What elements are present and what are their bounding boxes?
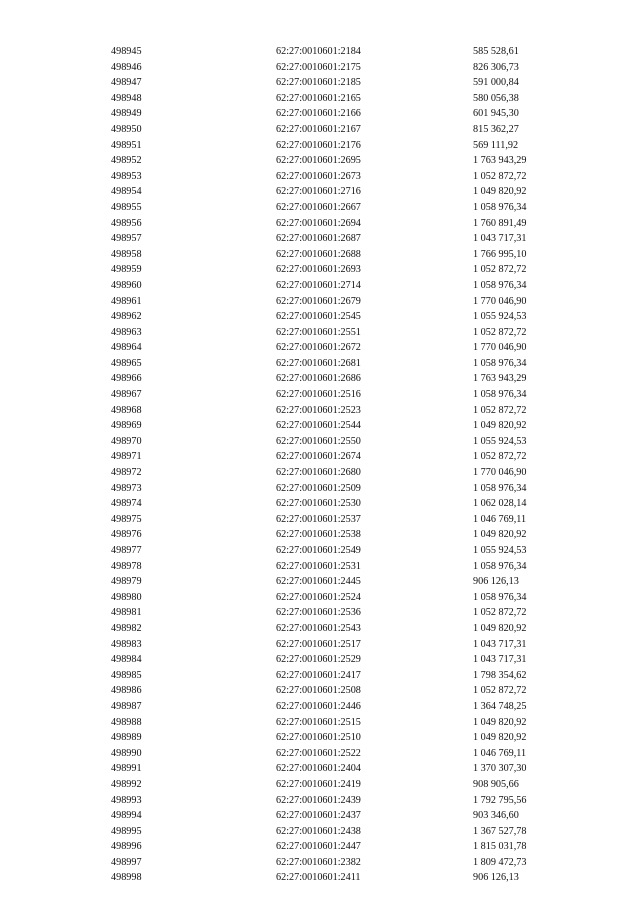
cadastral-value-cell: 908 905,66	[473, 778, 519, 790]
row-number-cell: 498988	[111, 716, 142, 728]
table-row	[111, 153, 563, 169]
table-row	[111, 294, 563, 310]
table-row	[111, 465, 563, 481]
row-number-cell: 498983	[111, 638, 142, 650]
cadastral-value-cell: 1 052 872,72	[473, 404, 527, 416]
row-number-cell: 498950	[111, 123, 142, 135]
cadastral-number-cell: 62:27:0010601:2165	[276, 92, 361, 104]
cadastral-value-cell: 906 126,13	[473, 872, 519, 884]
table-row	[111, 60, 563, 76]
table-row	[111, 870, 563, 886]
table-row	[111, 309, 563, 325]
cadastral-number-cell: 62:27:0010601:2716	[276, 186, 361, 198]
cadastral-number-cell: 62:27:0010601:2446	[276, 700, 361, 712]
row-number-cell: 498978	[111, 560, 142, 572]
cadastral-number-cell: 62:27:0010601:2694	[276, 217, 361, 229]
row-number-cell: 498998	[111, 872, 142, 884]
cadastral-number-cell: 62:27:0010601:2510	[276, 732, 361, 744]
row-number-cell: 498982	[111, 622, 142, 634]
cadastral-value-cell: 1 058 976,34	[473, 201, 527, 213]
table-row	[111, 574, 563, 590]
cadastral-number-cell: 62:27:0010601:2184	[276, 46, 361, 57]
cadastral-value-cell: 1 763 943,29	[473, 155, 527, 167]
row-number-cell: 498955	[111, 201, 142, 213]
cadastral-value-cell: 569 111,92	[473, 139, 519, 151]
cadastral-value-cell: 1 052 872,72	[473, 170, 527, 182]
row-number-cell: 498994	[111, 810, 142, 822]
cadastral-value-cell: 1 760 891,49	[473, 217, 527, 229]
cadastral-value-cell: 1 049 820,92	[473, 622, 527, 634]
row-number-cell: 498993	[111, 794, 142, 806]
table-row	[111, 216, 563, 232]
cadastral-value-cell: 601 945,30	[473, 108, 519, 120]
cadastral-value-cell: 1 770 046,90	[473, 467, 527, 479]
cadastral-number-cell: 62:27:0010601:2524	[276, 591, 361, 603]
row-number-cell: 498972	[111, 467, 142, 479]
table-row	[111, 403, 563, 419]
table-row	[111, 262, 563, 278]
cadastral-value-cell: 1 367 527,78	[473, 825, 527, 837]
cadastral-number-cell: 62:27:0010601:2714	[276, 279, 361, 291]
table-body	[111, 44, 563, 886]
row-number-cell: 498984	[111, 654, 142, 666]
table-row	[111, 434, 563, 450]
cadastral-number-cell: 62:27:0010601:2549	[276, 545, 361, 556]
cadastral-value-cell: 1 049 820,92	[473, 716, 527, 728]
cadastral-value-cell: 1 046 769,11	[473, 513, 527, 525]
table-row	[111, 356, 563, 372]
table-row	[111, 169, 563, 185]
row-number-cell: 498947	[111, 77, 142, 89]
row-number-cell: 498996	[111, 841, 142, 853]
row-number-cell: 498991	[111, 763, 142, 775]
table-row	[111, 668, 563, 684]
row-number-cell: 498963	[111, 326, 142, 338]
cadastral-value-cell: 1 766 995,10	[473, 248, 527, 260]
cadastral-value-cell: 1 052 872,72	[473, 685, 527, 697]
row-number-cell: 498962	[111, 311, 142, 323]
table-row	[111, 44, 563, 60]
table-row	[111, 605, 563, 621]
row-number-cell: 498953	[111, 170, 142, 182]
cadastral-value-cell: 1 055 924,53	[473, 545, 527, 556]
row-number-cell: 498971	[111, 451, 142, 463]
cadastral-number-cell: 62:27:0010601:2679	[276, 295, 361, 307]
cadastral-value-cell: 1 058 976,34	[473, 389, 527, 401]
table-row	[111, 387, 563, 403]
cadastral-number-cell: 62:27:0010601:2680	[276, 467, 361, 479]
table-row	[111, 559, 563, 575]
cadastral-value-cell: 1 052 872,72	[473, 451, 527, 463]
row-number-cell: 498959	[111, 264, 142, 276]
table-row	[111, 247, 563, 263]
cadastral-number-cell: 62:27:0010601:2404	[276, 763, 361, 775]
table-row	[111, 855, 563, 871]
cadastral-number-cell: 62:27:0010601:2543	[276, 622, 361, 634]
cadastral-number-cell: 62:27:0010601:2515	[276, 716, 361, 728]
cadastral-number-cell: 62:27:0010601:2167	[276, 123, 361, 135]
table-row	[111, 200, 563, 216]
row-number-cell: 498985	[111, 669, 142, 681]
table-row	[111, 138, 563, 154]
table-row	[111, 122, 563, 138]
table-row	[111, 839, 563, 855]
cadastral-value-cell: 585 528,61	[473, 46, 519, 57]
row-number-cell: 498945	[111, 46, 142, 57]
row-number-cell: 498974	[111, 498, 142, 510]
table-row	[111, 496, 563, 512]
cadastral-number-cell: 62:27:0010601:2445	[276, 576, 361, 588]
row-number-cell: 498961	[111, 295, 142, 307]
cadastral-value-cell: 903 346,60	[473, 810, 519, 822]
cadastral-value-cell: 1 058 976,34	[473, 482, 527, 494]
cadastral-number-cell: 62:27:0010601:2688	[276, 248, 361, 260]
table-row	[111, 184, 563, 200]
cadastral-value-cell: 1 049 820,92	[473, 529, 527, 541]
table-row	[111, 761, 563, 777]
cadastral-value-cell: 826 306,73	[473, 61, 519, 73]
cadastral-value-cell: 1 792 795,56	[473, 794, 527, 806]
row-number-cell: 498951	[111, 139, 142, 151]
row-number-cell: 498987	[111, 700, 142, 712]
row-number-cell: 498992	[111, 778, 142, 790]
row-number-cell: 498968	[111, 404, 142, 416]
cadastral-value-cell: 1 798 354,62	[473, 669, 527, 681]
cadastral-number-cell: 62:27:0010601:2687	[276, 233, 361, 245]
table-row	[111, 777, 563, 793]
table-row	[111, 481, 563, 497]
cadastral-value-cell: 1 046 769,11	[473, 747, 527, 759]
table-row	[111, 512, 563, 528]
row-number-cell: 498990	[111, 747, 142, 759]
table-row	[111, 699, 563, 715]
row-number-cell: 498981	[111, 607, 142, 619]
row-number-cell: 498969	[111, 420, 142, 432]
row-number-cell: 498954	[111, 186, 142, 198]
row-number-cell: 498975	[111, 513, 142, 525]
cadastral-value-cell: 1 055 924,53	[473, 435, 527, 447]
row-number-cell: 498995	[111, 825, 142, 837]
cadastral-number-cell: 62:27:0010601:2538	[276, 529, 361, 541]
cadastral-value-cell: 1 809 472,73	[473, 856, 527, 868]
table-row	[111, 278, 563, 294]
cadastral-number-cell: 62:27:0010601:2176	[276, 139, 361, 151]
row-number-cell: 498967	[111, 389, 142, 401]
cadastral-value-cell: 580 056,38	[473, 92, 519, 104]
table-row	[111, 325, 563, 341]
table-row	[111, 527, 563, 543]
cadastral-value-cell: 815 362,27	[473, 123, 519, 135]
row-number-cell: 498980	[111, 591, 142, 603]
cadastral-number-cell: 62:27:0010601:2447	[276, 841, 361, 853]
cadastral-value-cell: 1 049 820,92	[473, 186, 527, 198]
table-row	[111, 590, 563, 606]
cadastral-number-cell: 62:27:0010601:2166	[276, 108, 361, 120]
cadastral-number-cell: 62:27:0010601:2522	[276, 747, 361, 759]
cadastral-number-cell: 62:27:0010601:2686	[276, 373, 361, 385]
table-row	[111, 106, 563, 122]
cadastral-number-cell: 62:27:0010601:2531	[276, 560, 361, 572]
cadastral-number-cell: 62:27:0010601:2439	[276, 794, 361, 806]
cadastral-value-cell: 1 770 046,90	[473, 295, 527, 307]
cadastral-number-cell: 62:27:0010601:2673	[276, 170, 361, 182]
row-number-cell: 498986	[111, 685, 142, 697]
cadastral-number-cell: 62:27:0010601:2545	[276, 311, 361, 323]
row-number-cell: 498960	[111, 279, 142, 291]
row-number-cell: 498970	[111, 435, 142, 447]
cadastral-value-cell: 1 049 820,92	[473, 420, 527, 432]
row-number-cell: 498965	[111, 357, 142, 369]
table-row	[111, 418, 563, 434]
cadastral-number-cell: 62:27:0010601:2529	[276, 654, 361, 666]
cadastral-number-cell: 62:27:0010601:2438	[276, 825, 361, 837]
cadastral-number-cell: 62:27:0010601:2674	[276, 451, 361, 463]
cadastral-number-cell: 62:27:0010601:2681	[276, 357, 361, 369]
row-number-cell: 498966	[111, 373, 142, 385]
cadastral-value-cell: 1 055 924,53	[473, 311, 527, 323]
cadastral-number-cell: 62:27:0010601:2419	[276, 778, 361, 790]
cadastral-value-cell: 1 043 717,31	[473, 638, 527, 650]
cadastral-value-cell: 1 815 031,78	[473, 841, 527, 853]
cadastral-value-cell: 1 763 943,29	[473, 373, 527, 385]
cadastral-value-cell: 1 052 872,72	[473, 264, 527, 276]
cadastral-number-cell: 62:27:0010601:2672	[276, 342, 361, 354]
cadastral-value-cell: 1 052 872,72	[473, 607, 527, 619]
cadastral-number-cell: 62:27:0010601:2550	[276, 435, 361, 447]
cadastral-number-cell: 62:27:0010601:2517	[276, 638, 361, 650]
cadastral-value-cell: 1 058 976,34	[473, 560, 527, 572]
row-number-cell: 498952	[111, 155, 142, 167]
cadastral-value-cell: 1 370 307,30	[473, 763, 527, 775]
table-row	[111, 91, 563, 107]
table-row	[111, 793, 563, 809]
row-number-cell: 498979	[111, 576, 142, 588]
cadastral-value-cell: 591 000,84	[473, 77, 519, 89]
row-number-cell: 498997	[111, 856, 142, 868]
cadastral-number-cell: 62:27:0010601:2185	[276, 77, 361, 89]
row-number-cell: 498948	[111, 92, 142, 104]
row-number-cell: 498957	[111, 233, 142, 245]
table-row	[111, 340, 563, 356]
row-number-cell: 498958	[111, 248, 142, 260]
table-row	[111, 637, 563, 653]
cadastral-value-cell: 1 058 976,34	[473, 279, 527, 291]
cadastral-value-table	[111, 44, 563, 886]
cadastral-number-cell: 62:27:0010601:2530	[276, 498, 361, 510]
cadastral-value-cell: 1 770 046,90	[473, 342, 527, 354]
cadastral-value-cell: 1 049 820,92	[473, 732, 527, 744]
table-row	[111, 824, 563, 840]
table-row	[111, 621, 563, 637]
cadastral-number-cell: 62:27:0010601:2437	[276, 810, 361, 822]
row-number-cell: 498973	[111, 482, 142, 494]
cadastral-number-cell: 62:27:0010601:2693	[276, 264, 361, 276]
cadastral-number-cell: 62:27:0010601:2695	[276, 155, 361, 167]
table-row	[111, 75, 563, 91]
cadastral-number-cell: 62:27:0010601:2175	[276, 61, 361, 73]
cadastral-value-cell: 1 058 976,34	[473, 591, 527, 603]
cadastral-number-cell: 62:27:0010601:2537	[276, 513, 361, 525]
row-number-cell: 498976	[111, 529, 142, 541]
table-row	[111, 543, 563, 559]
cadastral-number-cell: 62:27:0010601:2508	[276, 685, 361, 697]
cadastral-value-cell: 906 126,13	[473, 576, 519, 588]
cadastral-number-cell: 62:27:0010601:2417	[276, 669, 361, 681]
cadastral-value-cell: 1 052 872,72	[473, 326, 527, 338]
table-row	[111, 715, 563, 731]
cadastral-value-cell: 1 043 717,31	[473, 233, 527, 245]
row-number-cell: 498949	[111, 108, 142, 120]
row-number-cell: 498989	[111, 732, 142, 744]
table-row	[111, 746, 563, 762]
table-row	[111, 730, 563, 746]
row-number-cell: 498956	[111, 217, 142, 229]
table-row	[111, 808, 563, 824]
table-row	[111, 371, 563, 387]
cadastral-number-cell: 62:27:0010601:2516	[276, 389, 361, 401]
cadastral-value-cell: 1 043 717,31	[473, 654, 527, 666]
cadastral-value-cell: 1 062 028,14	[473, 498, 527, 510]
row-number-cell: 498964	[111, 342, 142, 354]
cadastral-number-cell: 62:27:0010601:2382	[276, 856, 361, 868]
cadastral-number-cell: 62:27:0010601:2509	[276, 482, 361, 494]
cadastral-number-cell: 62:27:0010601:2411	[276, 872, 361, 884]
table-row	[111, 683, 563, 699]
cadastral-number-cell: 62:27:0010601:2544	[276, 420, 361, 432]
cadastral-number-cell: 62:27:0010601:2536	[276, 607, 361, 619]
cadastral-value-cell: 1 058 976,34	[473, 357, 527, 369]
table-row	[111, 449, 563, 465]
row-number-cell: 498977	[111, 545, 142, 556]
cadastral-number-cell: 62:27:0010601:2667	[276, 201, 361, 213]
cadastral-number-cell: 62:27:0010601:2551	[276, 326, 361, 338]
table-row	[111, 231, 563, 247]
cadastral-number-cell: 62:27:0010601:2523	[276, 404, 361, 416]
cadastral-value-cell: 1 364 748,25	[473, 700, 527, 712]
row-number-cell: 498946	[111, 61, 142, 73]
table-row	[111, 652, 563, 668]
